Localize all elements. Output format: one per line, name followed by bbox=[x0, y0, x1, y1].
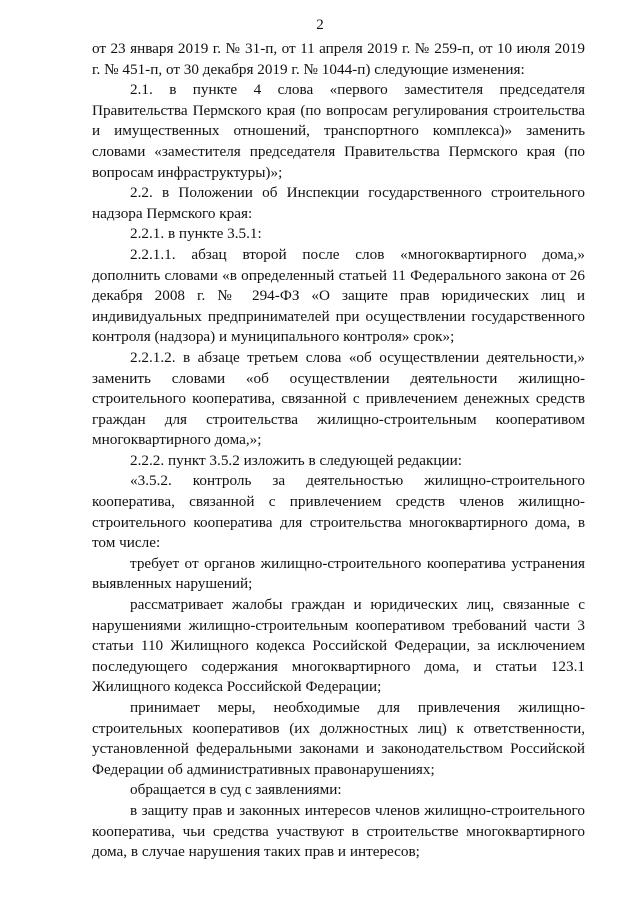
paragraph: рассматривает жалобы граждан и юридических лиц, связанные с нарушениями жилищно-строительным кооперативом требований части 3 статьи 110 Жилищного кодекса Российской Федерации, за исключением последующего содержания многоквартирного дома, и статьи 123.1 Жилищного кодекса Российской Федерации; bbox=[92, 596, 585, 696]
document-body bbox=[92, 39, 585, 863]
paragraph: 2.2.1.1. абзац второй после слов «многоквартирного дома,» дополнить словами «в определенный статьей 11 Федерального закона от 26 декабря 2008 г. № 294-ФЗ «О защите прав юридических лиц и индивидуальных предпринимателей при осуществлении государственного контроля (надзора) и муниципального контроля» срок»; bbox=[92, 245, 585, 346]
page-number: 2 bbox=[316, 17, 324, 33]
paragraph: в защиту прав и законных интересов членов жилищно-строительного кооператива, чьи средства участвуют в строительстве многоквартирного дома, в случае нарушения таких прав и интересов; bbox=[92, 801, 585, 861]
paragraph: обращается в суд с заявлениями: bbox=[130, 781, 342, 799]
paragraph: принимает меры, необходимые для привлечения жилищно-строительных кооперативов (их должностных лиц) к ответственности, установленной федеральными законами и законодательством Российской Федерации об административных правонарушениях; bbox=[92, 699, 585, 778]
paragraph: от 23 января 2019 г. № 31-п, от 11 апреля 2019 г. № 259-п, от 10 июля 2019 г. № 451-п, от 30 декабря 2019 г. № 1044-п) следующие изменения: bbox=[92, 40, 585, 78]
paragraph: 2.2.2. пункт 3.5.2 изложить в следующей редакции: bbox=[130, 451, 462, 469]
paragraph: требует от органов жилищно-строительного кооператива устранения выявленных нарушений; bbox=[92, 554, 585, 593]
paragraph: 2.2. в Положении об Инспекции государственного строительного надзора Пермского края: bbox=[92, 184, 585, 222]
paragraph: «3.5.2. контроль за деятельностью жилищно-строительного кооператива, связанной с привлечением средств членов жилищно-строительного кооператива для строительства многоквартирного дома, в том числе: bbox=[92, 472, 585, 552]
paragraph: 2.2.1.2. в абзаце третьем слова «об осуществлении деятельности,» заменить словами «об осуществлении деятельности жилищно-строительного кооператива, связанной с привлечением денежных средств граждан для строительства жилищно-строительным кооперативом многоквартирного дома,»; bbox=[92, 348, 585, 449]
paragraph: 2.1. в пункте 4 слова «первого заместителя председателя Правительства Пермского края (по вопросам регулирования строительства и имущественных отношений, транспортного комплекса)» заменить словами «заместителя председателя Правительства Пермского края (по вопросам инфраструктуры)»; bbox=[92, 81, 585, 181]
paragraph: 2.2.1. в пункте 3.5.1: bbox=[130, 225, 262, 243]
